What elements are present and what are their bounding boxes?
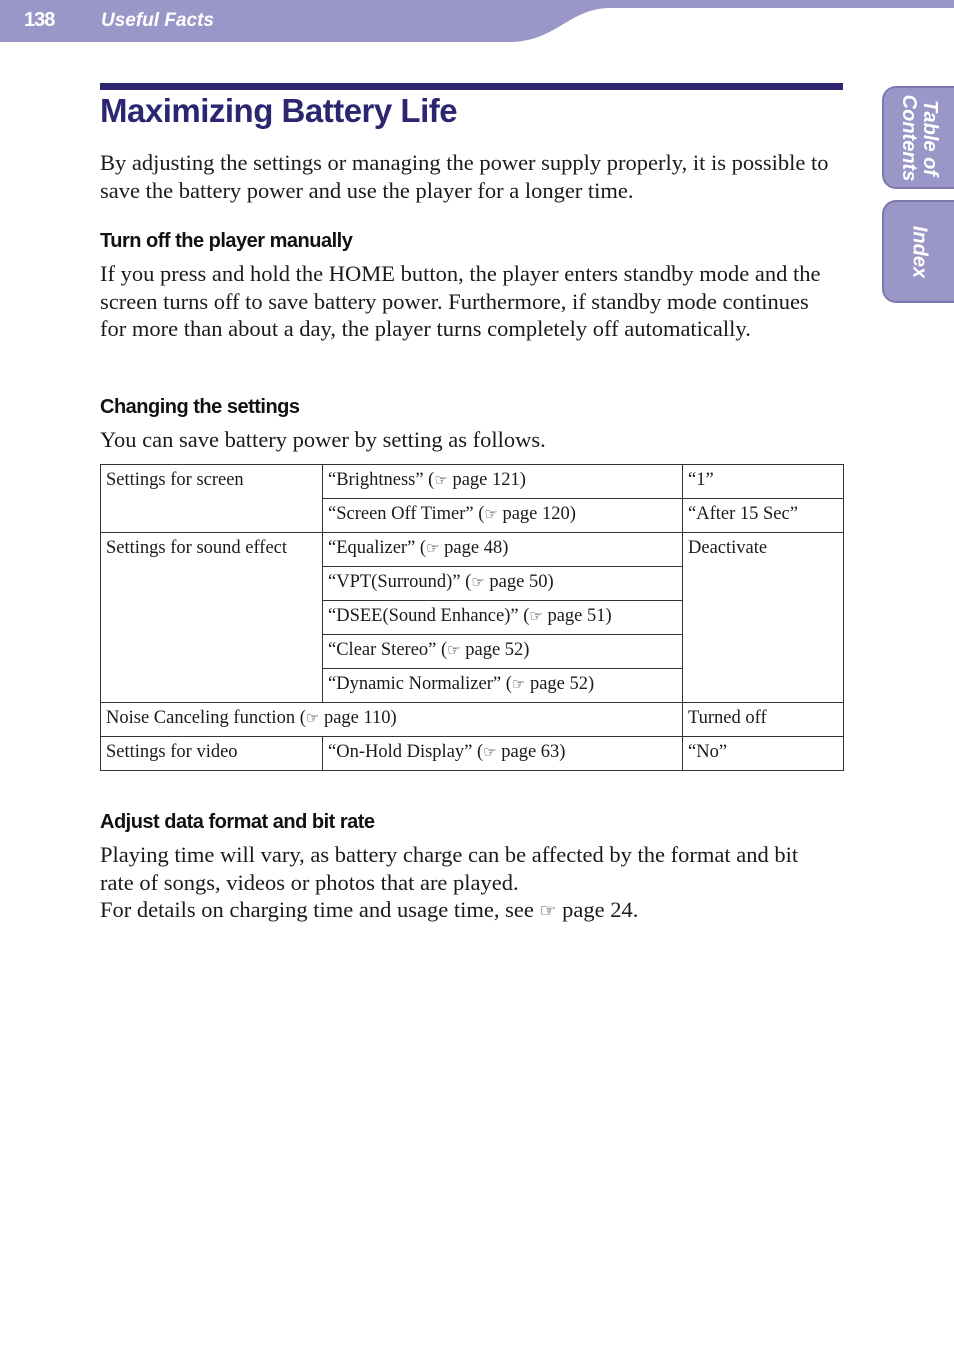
pointing-hand-icon: ☞	[471, 575, 485, 591]
page-24-link[interactable]: page 24.	[562, 897, 639, 922]
charging-reference	[100, 896, 835, 926]
equalizer-item: “Equalizer” (	[328, 538, 427, 558]
brightness-item: “Brightness” (	[328, 470, 435, 490]
pointing-hand-icon: ☞	[434, 473, 448, 489]
on-hold-page-link[interactable]: page 63)	[501, 742, 566, 762]
index-tab-label: Index	[908, 225, 931, 278]
pointing-hand-icon: ☞	[539, 901, 557, 922]
timer-item: “Screen Off Timer” (	[328, 504, 485, 524]
sound-value: Deactivate	[688, 538, 768, 558]
timer-page-link[interactable]: page 120)	[502, 504, 576, 524]
brightness-page-link[interactable]: page 121)	[452, 470, 526, 490]
pointing-hand-icon: ☞	[511, 677, 526, 693]
vpt-page-link[interactable]: page 50)	[489, 572, 554, 592]
intro-paragraph: By adjusting the settings or managing the power supply properly, it is possible to save the battery power and use the player for a longer time.	[100, 150, 829, 203]
clear-stereo-item: “Clear Stereo” (	[328, 640, 448, 660]
noise-canceling-item: Noise Canceling function (	[106, 708, 306, 728]
table-of-contents-tab[interactable]	[882, 86, 954, 189]
format-heading: Adjust data format and bit rate	[100, 811, 375, 833]
pointing-hand-icon: ☞	[426, 541, 440, 557]
noise-canceling-value: Turned off	[688, 708, 767, 728]
manual-paragraph: If you press and hold the HOME button, the player enters standby mode and the screen turns off to save battery power. Furthermore, if standby mode continues for more than about a day, the player turns completely off automatically.	[100, 261, 821, 341]
pointing-hand-icon: ☞	[529, 609, 543, 625]
index-tab[interactable]	[882, 200, 954, 303]
noise-canceling-page-link[interactable]: page 110)	[323, 708, 397, 728]
timer-value: “After 15 Sec”	[688, 504, 798, 524]
section-name: Useful Facts	[101, 10, 214, 31]
equalizer-page-link[interactable]: page 48)	[444, 538, 509, 558]
page-title: Maximizing Battery Life	[100, 92, 458, 129]
manual-heading: Turn off the player manually	[100, 230, 353, 252]
page-number: 138	[24, 9, 55, 31]
pointing-hand-icon: ☞	[447, 643, 461, 659]
table-row	[101, 703, 844, 737]
settings-paragraph: You can save battery power by setting as follows.	[100, 427, 546, 452]
pointing-hand-icon: ☞	[484, 507, 498, 523]
brightness-value: “1”	[688, 470, 714, 490]
dsee-page-link[interactable]: page 51)	[547, 606, 612, 626]
toc-tab-label: Table of Contents	[898, 94, 941, 181]
on-hold-item: “On-Hold Display” (	[328, 742, 484, 762]
title-rule	[100, 83, 843, 90]
dsee-item: “DSEE(Sound Enhance)” (	[328, 606, 530, 626]
dynamic-normalizer-item: “Dynamic Normalizer” (	[328, 674, 512, 694]
video-label: Settings for video	[106, 742, 238, 762]
page-header	[0, 0, 954, 42]
screen-label: Settings for screen	[106, 470, 244, 490]
format-paragraph: Playing time will vary, as battery charge can be affected by the format and bit rate of songs, videos or photos that are played.	[100, 842, 799, 895]
settings-table	[100, 464, 844, 771]
clear-stereo-page-link[interactable]: page 52)	[465, 640, 530, 660]
settings-heading: Changing the settings	[100, 396, 300, 418]
on-hold-value: “No”	[688, 742, 728, 762]
table-row	[101, 465, 844, 499]
table-row	[101, 737, 844, 771]
pointing-hand-icon: ☞	[305, 711, 320, 727]
vpt-item: “VPT(Surround)” (	[328, 572, 472, 592]
table-row	[101, 533, 844, 567]
sound-label: Settings for sound effect	[106, 538, 288, 558]
dynamic-normalizer-page-link[interactable]: page 52)	[529, 674, 595, 694]
charging-reference-text: For details on charging time and usage time, see	[100, 897, 534, 922]
pointing-hand-icon: ☞	[483, 745, 497, 761]
